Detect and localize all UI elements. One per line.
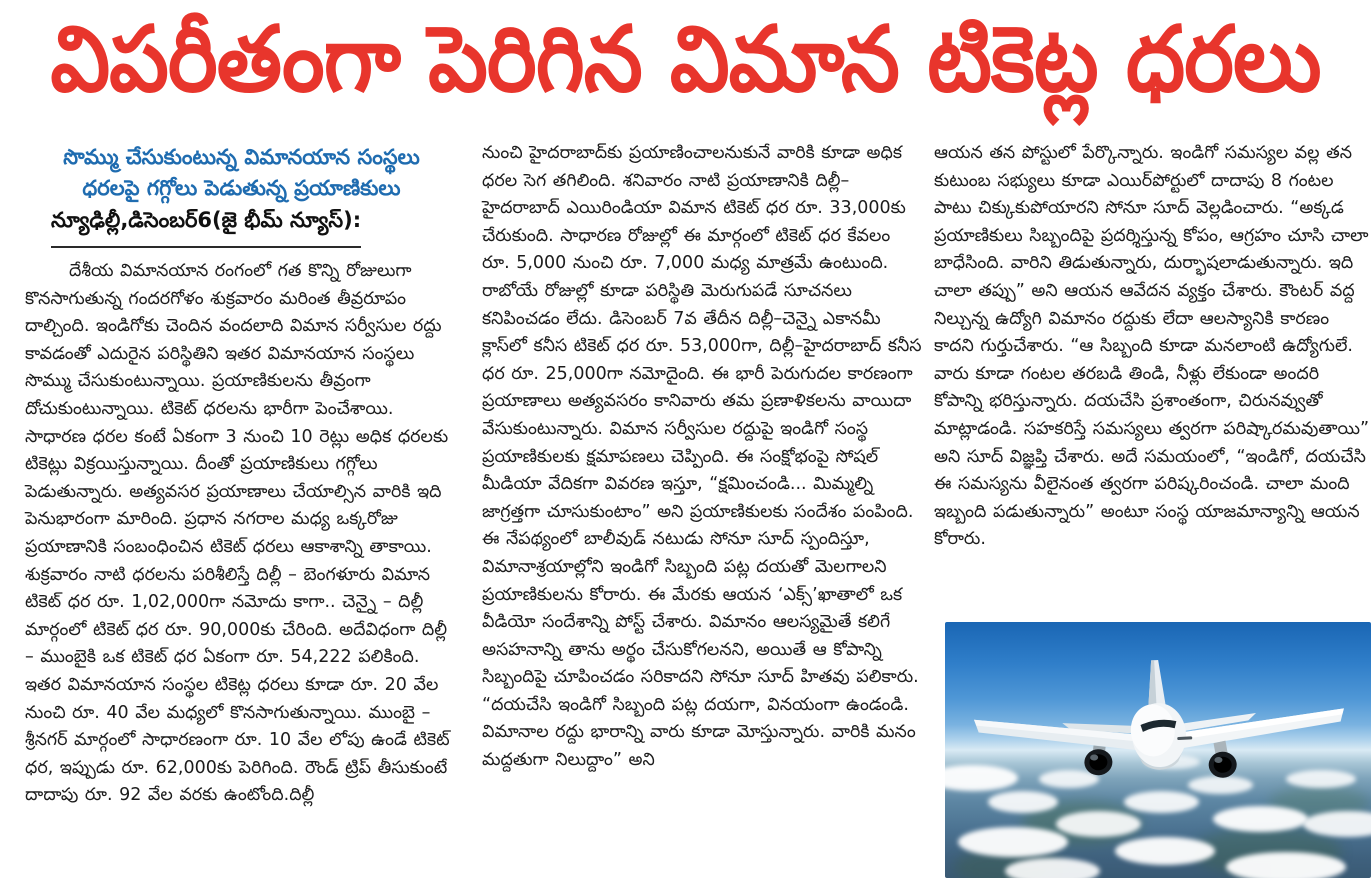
- column-3: [934, 140, 1371, 554]
- column-2: [482, 140, 922, 775]
- dateline: న్యూఢిల్లీ,డిసెంబర్6(జై భీమ్ న్యూస్):: [51, 208, 361, 248]
- article-text-column-2: నుంచి హైదరాబాద్‌కు ప్రయాణించాలనుకునే వారికి కూడా అధిక ధరల సెగ తగిలింది. శనివారం నాటి ప్రయాణానికి దిల్లీ–హైదరాబాద్ ఎయిరిండియా విమాన టికెట్ ధర రూ. 33,000కు చేరుకుంది. సాధారణ రోజుల్లో ఈ మార్గంలో టికెట్ ధర కేవలం రూ. 5,000 నుంచి రూ. 7,000 మధ్య మాత్రమే ఉంటుంది. రాబోయే రోజుల్లో కూడా పరిస్థితి మెరుగుపడే సూచనలు కనిపించడం లేదు. డిసెంబర్ 7వ తేదీన దిల్లీ–చెన్నై ఎకానమీ క్లాస్‌లో కనీస టికెట్ ధర రూ. 53,000గా, దిల్లీ–హైదరాబాద్ కనీస ధర రూ. 25,000గా నమోదైంది. ఈ భారీ పెరుగుదల కారణంగా ప్రయాణాలు అత్యవసరం కానివారు తమ ప్రణాళికలను వాయిదా వేసుకుంటున్నారు. విమాన సర్వీసుల రద్దుపై ఇండిగో సంస్థ ప్రయాణికులకు క్షమాపణలు చెప్పింది. ఈ సంక్షోభంపై సోషల్ మీడియా వేదికగా వివరణ ఇస్తూ, “క్షమించండి... మిమ్మల్ని జాగ్రత్తగా చూసుకుంటాం” అని ప్రయాణికులకు సందేశం పంపింది. ఈ నేపథ్యంలో బాలీవుడ్ నటుడు సోనూ సూద్ స్పందిస్తూ, విమానాశ్రయాల్లోని ఇండిగో సిబ్బంది పట్ల దయతో మెలగాలని ప్రయాణికులను కోరారు. ఈ మేరకు ఆయన ‘ఎక్స్’ఖాతాలో ఒక వీడియో సందేశాన్ని పోస్ట్ చేశారు. విమానం ఆలస్యమైతే కలిగే అసహనాన్ని తాను అర్థం చేసుకోగలనని, అయితే ఆ కోపాన్ని సిబ్బందిపై చూపించడం సరికాదని సోనూ సూద్ హితవు పలికారు. “దయచేసి ఇండిగో సిబ్బంది పట్ల దయగా, వినయంగా ఉండండి. విమానాల రద్దు భారాన్ని వారు కూడా మోస్తున్నారు. వారికి మనం మద్దతుగా నిలుద్దాం” అని: [482, 143, 922, 771]
- column-1: [25, 140, 458, 810]
- article-text-column-3: ఆయన తన పోస్టులో పేర్కొన్నారు. ఇండిగో సమస్యల వల్ల తన కుటుంబ సభ్యులు కూడా ఎయిర్‌పోర్టులో దాదాపు 8 గంటల పాటు చిక్కుకుపోయారని సోనూ సూద్ వెల్లడించారు. “అక్కడ ప్రయాణికులు సిబ్బందిపై ప్రదర్శిస్తున్న కోపం, ఆగ్రహం చూసి చాలా బాధేసింది. వారిని తిడుతున్నారు, దుర్భాషలాడుతున్నారు. ఇది చాలా తప్పు” అని ఆయన ఆవేదన వ్యక్తం చేశారు. కౌంటర్ వద్ద నిల్చున్న ఉద్యోగి విమానం రద్దుకు లేదా ఆలస్యానికి కారణం కాదని గుర్తుచేశారు. “ఆ సిబ్బంది కూడా మనలాంటి ఉద్యోగులే. వారు కూడా గంటల తరబడి తిండి, నీళ్లు లేకుండా అందరి కోపాన్ని భరిస్తున్నారు. దయచేసి ప్రశాంతంగా, చిరునవ్వుతో మాట్లాడండి. సహకరిస్తే సమస్యలు త్వరగా పరిష్కారమవుతాయి” అని సూద్ విజ్ఞప్తి చేశారు. అదే సమయంలో, “ఇండిగో, దయచేసి ఈ సమస్యను వీలైనంత త్వరగా పరిష్కరించండి. చాలా మంది ఇబ్బంది పడుతున్నారు” అంటూ సంస్థ యాజమాన్యాన్ని ఆయన కోరారు.: [934, 143, 1370, 550]
- dateline-row: [51, 208, 458, 248]
- subheadline-line-1: సొమ్ము చేసుకుంటున్న విమానయాన సంస్థలు: [63, 145, 420, 169]
- headline: విపరీతంగా పెరిగిన విమాన టికెట్ల ధరలు: [50, 5, 1321, 112]
- article-text-column-1: దేశీయ విమానయాన రంగంలో గత కొన్ని రోజులుగా కొనసాగుతున్న గందరగోళం శుక్రవారం మరింత తీవ్రరూపం దాల్చింది. ఇండిగోకు చెందిన వందలాది విమాన సర్వీసుల రద్దు కావడంతో ఎదురైన పరిస్థితిని ఇతర విమానయాన సంస్థలు సొమ్ము చేసుకుంటున్నాయి. ప్రయాణికులను తీవ్రంగా దోచుకుంటున్నాయి. టికెట్ ధరలను భారీగా పెంచేశాయి. సాధారణ ధరల కంటే ఏకంగా 3 నుంచి 10 రెట్లు అధిక ధరలకు టికెట్లు విక్రయిస్తున్నాయి. దీంతో ప్రయాణికులు గగ్గోలు పెడుతున్నారు. అత్యవసర ప్రయాణాలు చేయాల్సిన వారికి ఇది పెనుభారంగా మారింది. ప్రధాన నగరాల మధ్య ఒక్కరోజు ప్రయాణానికి సంబంధించిన టికెట్ ధరలు ఆకాశాన్ని తాకాయి. శుక్రవారం నాటి ధరలను పరిశీలిస్తే దిల్లీ – బెంగళూరు విమాన టికెట్ ధర రూ. 1,02,000గా నమోదు కాగా.. చెన్నై – దిల్లీ మార్గంలో టికెట్ ధర రూ. 90,000కు చేరింది. అదేవిధంగా దిల్లీ – ముంబైకి ఒక టికెట్ ధర ఏకంగా రూ. 54,222 పలికింది. ఇతర విమానయాన సంస్థల టికెట్ల ధరలు కూడా రూ. 20 వేల నుంచి రూ. 40 వేల మధ్యలో కొనసాగుతున్నాయి. ముంబై – శ్రీనగర్ మార్గంలో సాధారణంగా రూ. 10 వేల లోపు ఉండే టికెట్ ధర, ఇప్పుడు రూ. 62,000కు పెరిగింది. రౌండ్ ట్రిప్ తీసుకుంటే దాదాపు రూ. 92 వేల వరకు ఉంటోంది.దిల్లీ: [25, 261, 450, 806]
- airplane-icon: [945, 622, 1371, 878]
- subheadline-line-2: ధరలపై గగ్గోలు పెడుతున్న ప్రయాణికులు: [82, 176, 401, 200]
- airplane-photo: [945, 622, 1371, 878]
- subheadline: [25, 142, 458, 204]
